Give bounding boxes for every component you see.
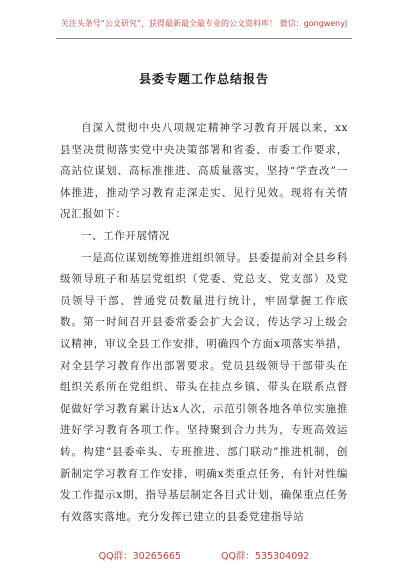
- footer-contact: [0, 548, 408, 562]
- footer-qq-group-2: QQ群：535304092: [220, 551, 310, 562]
- section-heading: 一、工作开展情况: [81, 229, 170, 242]
- intro-paragraph: 自深入贯彻中央八项规定精神学习教育开展以来，xx县坚决贯彻落实党中央决策部署和省委、市委工作要求，高站位谋划、高标准推进、高质量落实，坚持“学查改”一体推进，推动学习教育走深走实、见行见效。现将有关情况汇报如下：: [60, 122, 348, 221]
- header-rule: [56, 38, 352, 39]
- document-body: [60, 118, 348, 528]
- body-paragraph: 一是高位谋划统筹推进组织领导。县委提前对全县乡科级领导班子和基层党组织（党委、党总支、党支部）及党员领导干部、普通党员数量进行统计，牢固掌握工作底数。第一时间召开县委常委会扩大会议，传达学习上级会议精神，审议全县工作安排，明确四个方面x项落实举措，对全县学习教育作出部署要求。党员县级领导干部带头在组织关系所在党组织、带头在挂点乡镇、带头在联系点督促做好学习教育累计达x人次，示范引领各地各单位实施推进好学习教育各项工作。坚持聚到合力共为，专班高效运转。构建“县委牵头、专班推进、部门联动”推进机制，创新制定学习教育工作安排，明确x类重点任务，有针对性编发工作提示x期，指导基层制定各目式计划，确保重点任务有效落实落地。充分发挥已建立的县委党建指导站: [60, 251, 348, 523]
- footer-qq-group-1: QQ群：30265665: [98, 551, 181, 562]
- header-notice: 关注头条号“公文研究”，获得最新最全最专业的公文资料库！ 微信：gongwenyj: [60, 19, 348, 28]
- document-title: 县委专题工作总结报告: [138, 72, 269, 86]
